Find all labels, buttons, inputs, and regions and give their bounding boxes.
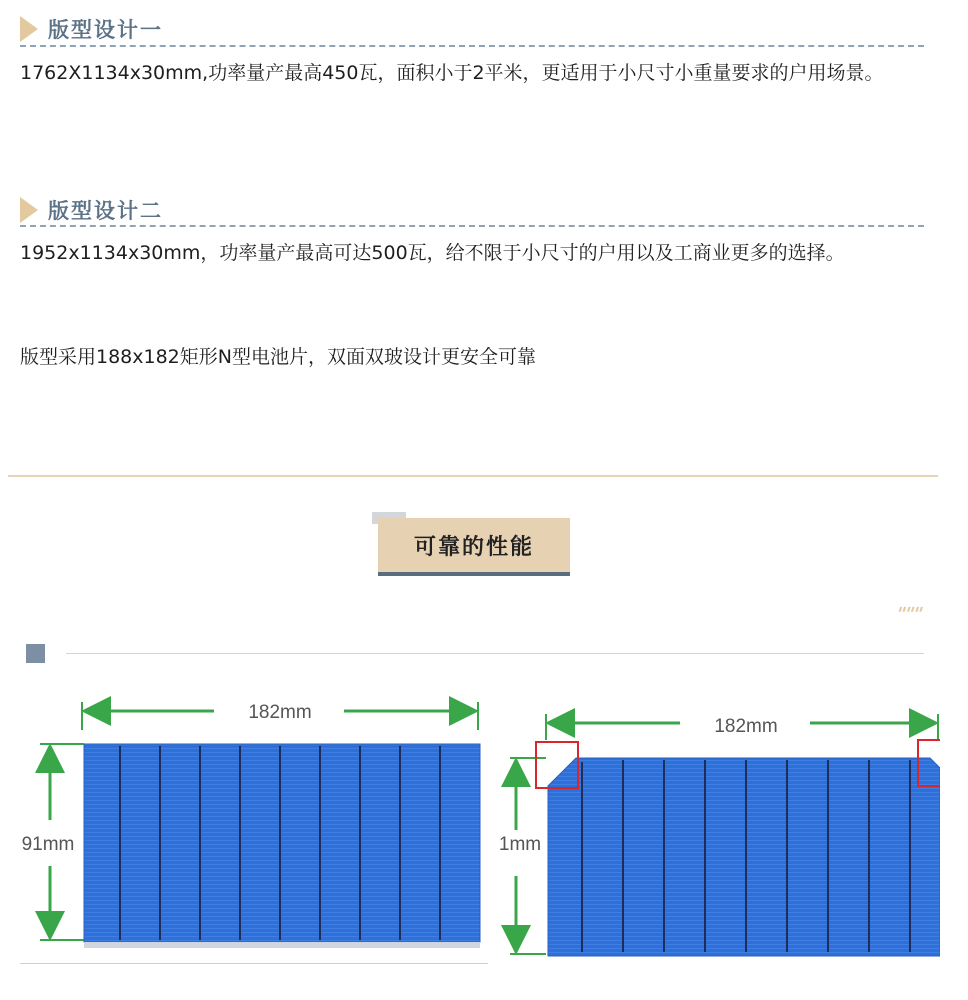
dotted-divider-2 [20,225,924,227]
triangle-bullet-icon [20,16,38,42]
section-title-2: 版型设计二 [48,199,163,223]
section-header-2 [20,195,163,225]
chamfered-solar-cell [548,758,940,956]
horizontal-divider [8,475,938,477]
square-bullet-icon [26,644,45,663]
section-text-2: 1952x1134x30mm，功率量产最高可达500瓦，给不限于小尺寸的户用以及工商业更多的选择。 [20,242,845,264]
triangle-bullet-icon [20,197,38,223]
height-label-left: 91mm [21,834,75,855]
performance-badge: 可靠的性能 [378,518,570,572]
height-label-right: 1mm [498,834,542,855]
width-label-left: 182mm [248,702,312,723]
section-title-1: 版型设计一 [48,18,163,42]
section-header-1 [20,14,163,44]
width-label-right: 182mm [714,716,778,737]
dotted-divider-1 [20,45,924,47]
solar-cell-body [84,744,480,942]
quote-marks-icon: """ [892,604,925,625]
section-text-3: 版型采用188x182矩形N型电池片，双面双玻设计更安全可靠 [20,346,536,368]
section-text-1: 1762X1134x30mm,功率量产最高450瓦，面积小于2平米，更适用于小尺寸小重量要求的户用场景。 [20,62,884,84]
cell-diagram-right [490,680,940,965]
cell-diagram-left [0,680,490,965]
badge-underline [378,572,570,576]
bottom-divider [20,963,488,964]
thin-divider [66,653,924,654]
